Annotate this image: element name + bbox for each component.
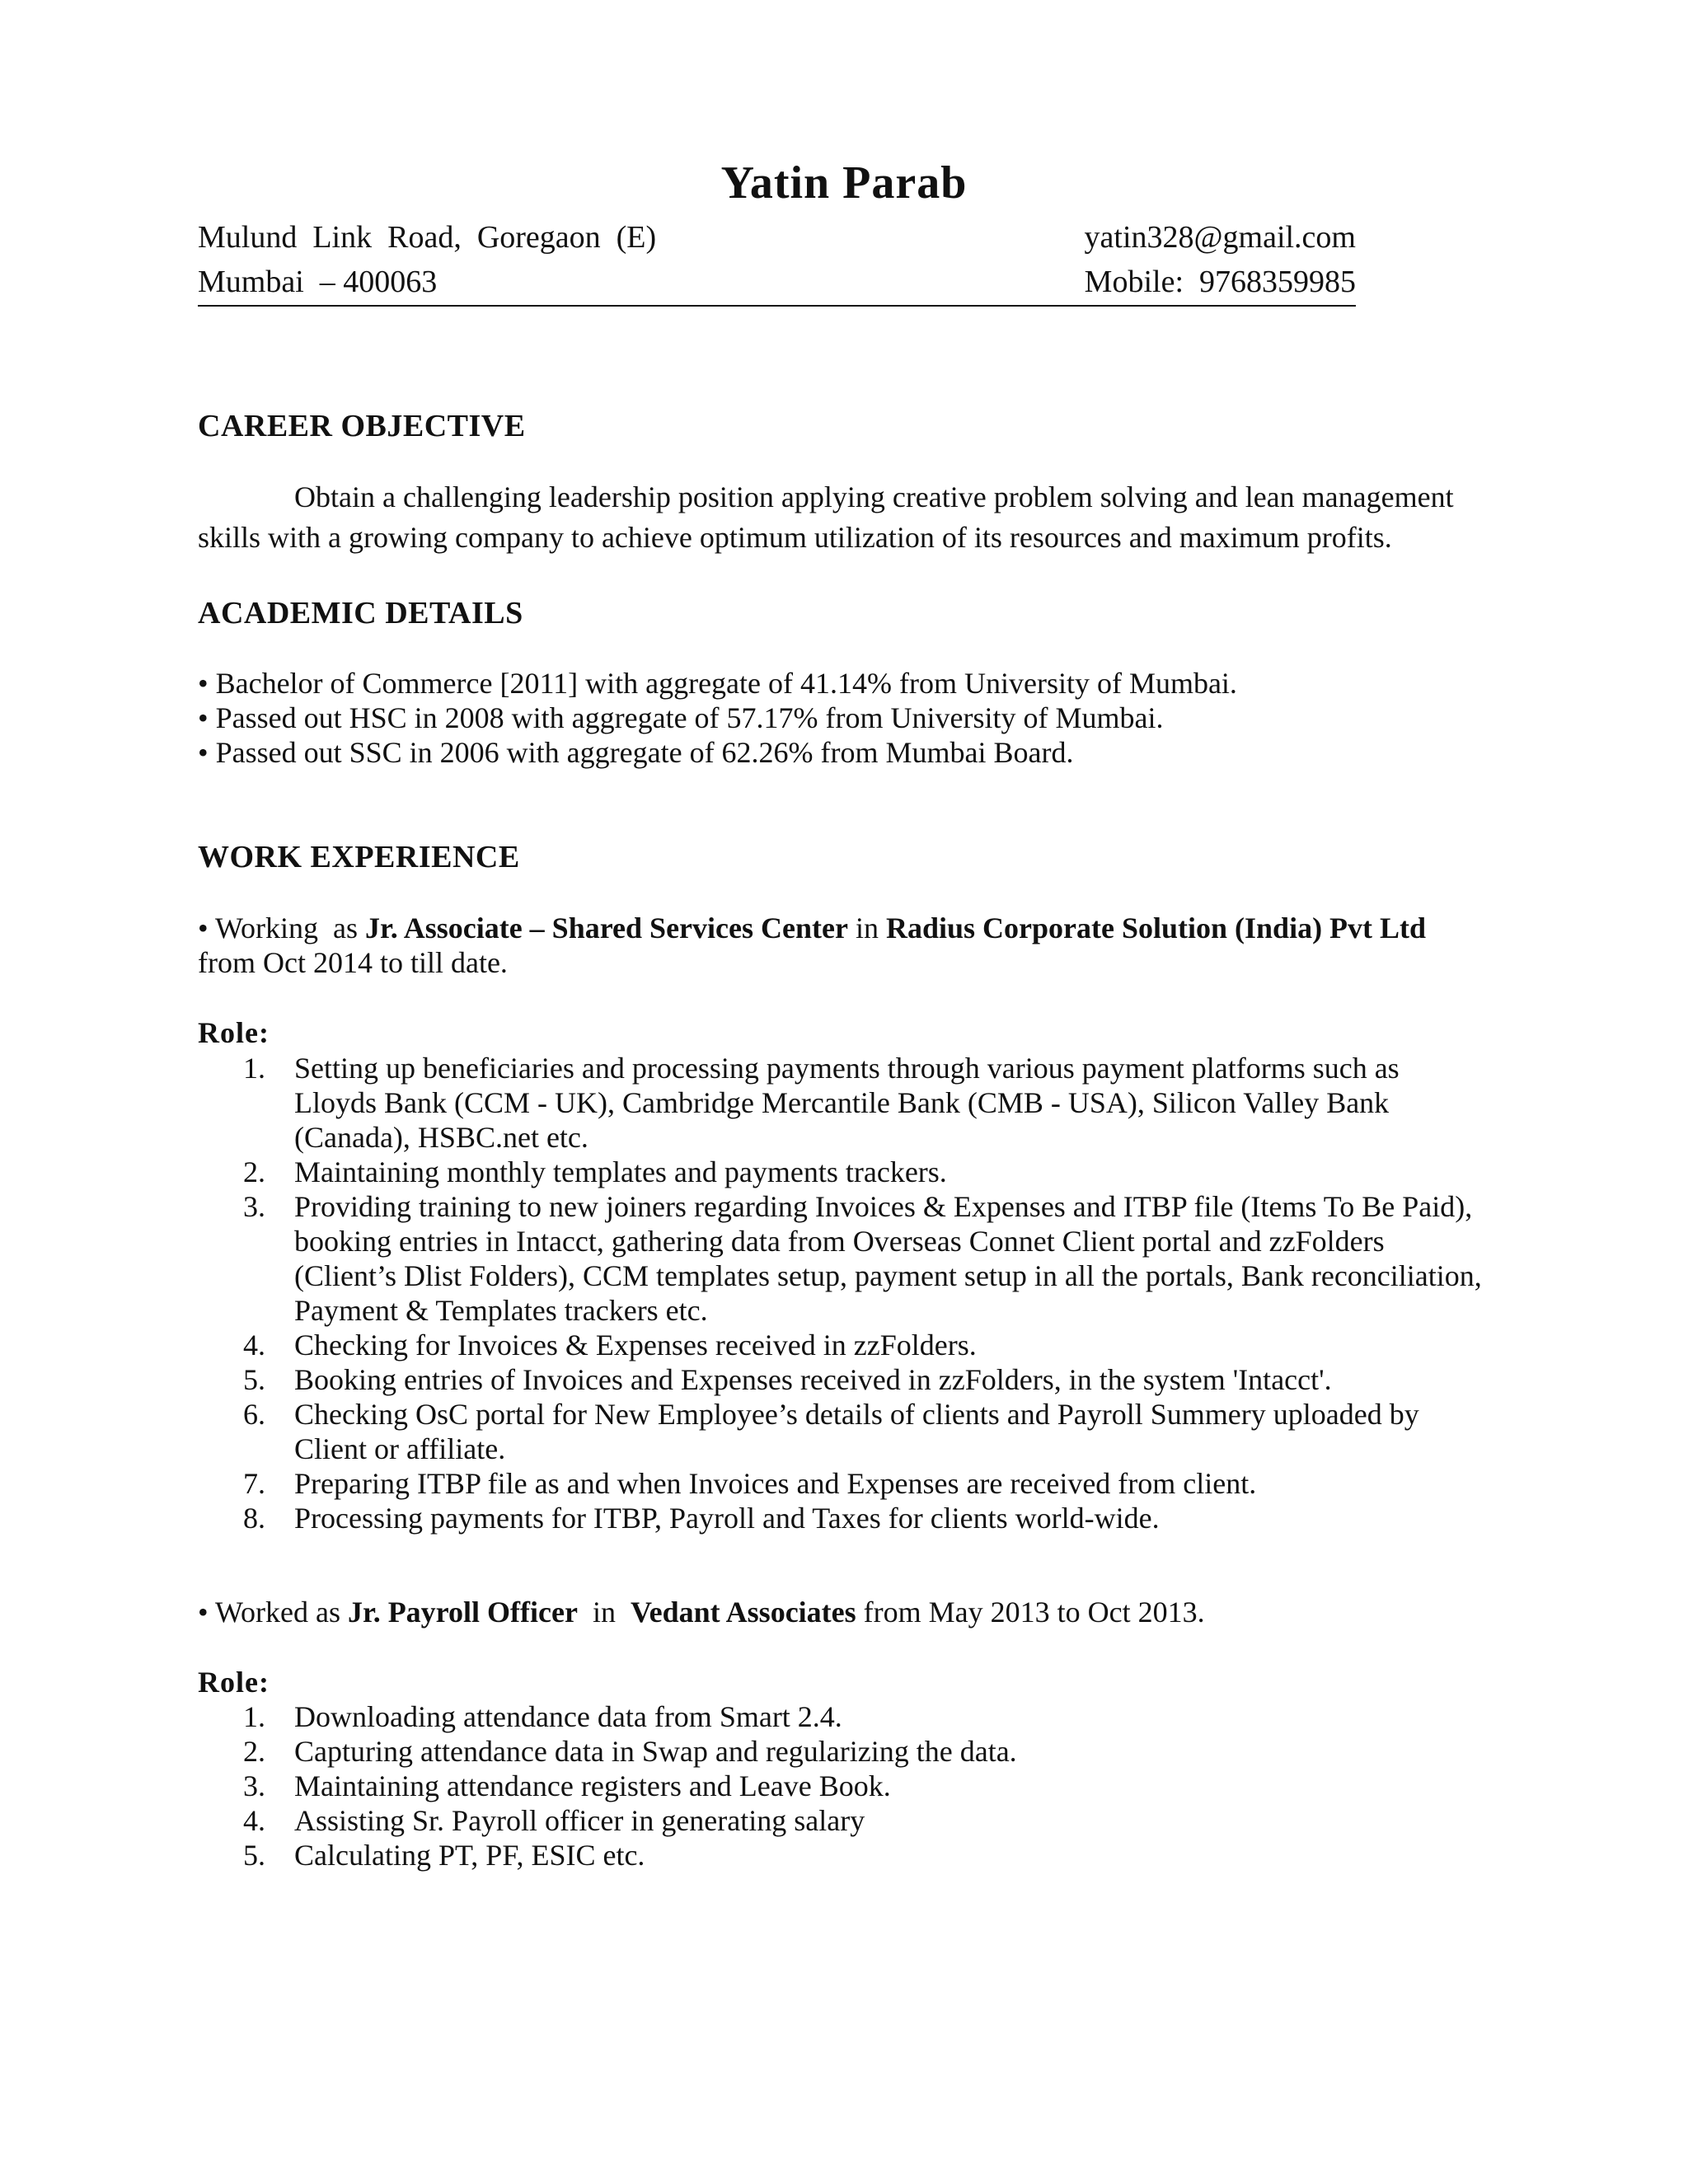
job-2-company: Vedant Associates [630,1596,856,1629]
item-number: 3. [243,1190,265,1223]
job-1-position: Jr. Associate – Shared Services Center [365,912,848,944]
job-2-summary [198,1595,1484,1629]
item-text: Providing training to new joiners regarding Invoices & Expenses and ITBP file (Items To Be Paid), booking entries in Intacct, gathering data from Overseas Connet Client portal and zzFolders (Client’s Dlist Folders), CCM templates setup, payment setup in all the portals, Bank reconciliation, Payment & Templates trackers etc. [294,1190,1482,1327]
job-2-roles [198,1699,1484,1872]
work-experience-heading: WORK EXPERIENCE [198,840,520,874]
item-text: Checking OsC portal for New Employee’s details of clients and Payroll Summery uploaded by Client or affiliate. [294,1398,1419,1465]
list-item [198,1189,1484,1328]
item-number: 1. [243,1052,265,1085]
career-objective-heading: CAREER OBJECTIVE [198,409,526,443]
list-item [198,1769,1484,1803]
job-1-role-label: Role: [198,1016,270,1049]
list-item [198,1397,1484,1466]
contact-block [198,216,1356,307]
item-number: 2. [243,1735,265,1768]
job-2-mid: in [577,1596,631,1629]
address-line-1: Mulund Link Road, Goregaon (E) [198,220,657,255]
item-number: 5. [243,1839,265,1872]
job-2-role-label: Role: [198,1666,270,1699]
item-number: 7. [243,1467,265,1500]
item-number: 4. [243,1329,265,1361]
item-number: 1. [243,1700,265,1733]
job-1-prefix: • Working as [198,912,366,944]
item-text: Maintaining attendance registers and Leave Book. [294,1769,891,1802]
list-item [198,1734,1484,1769]
item-number: 2. [243,1155,265,1188]
job-1-roles [198,1051,1484,1535]
item-text: Preparing ITBP file as and when Invoices and Expenses are received from client. [294,1467,1257,1500]
job-1-suffix: from Oct 2014 to till date. [198,946,508,979]
academic-heading: ACADEMIC DETAILS [198,596,523,630]
item-text: Booking entries of Invoices and Expenses received in zzFolders, in the system 'Intacct'. [294,1363,1332,1396]
item-number: 5. [243,1363,265,1396]
item-number: 4. [243,1804,265,1837]
item-number: 6. [243,1398,265,1431]
list-item: • Bachelor of Commerce [2011] with aggregate of 41.14% from University of Mumbai. [198,667,1237,700]
list-item [198,1362,1484,1397]
item-text: Capturing attendance data in Swap and regularizing the data. [294,1735,1017,1768]
list-item [198,1501,1484,1535]
item-text: Setting up beneficiaries and processing payments through various payment platforms such as Lloyds Bank (CCM - UK), Cambridge Mercantile Bank (CMB - USA), Silicon Valley Bank (Canada), HSBC.net etc. [294,1052,1400,1154]
item-text: Maintaining monthly templates and payments trackers. [294,1155,947,1188]
item-text: Downloading attendance data from Smart 2.4. [294,1700,842,1733]
contact-row-2 [198,260,1356,307]
item-number: 3. [243,1769,265,1802]
list-item [198,1699,1484,1734]
list-item [198,1466,1484,1501]
mobile-text: Mobile: 9768359985 [1084,265,1356,299]
job-2-suffix: from May 2013 to Oct 2013. [856,1596,1205,1629]
list-item: • Passed out HSC in 2008 with aggregate of 57.17% from University of Mumbai. [198,701,1164,734]
list-item [198,1838,1484,1872]
list-item [198,1051,1484,1155]
contact-row-1 [198,216,1356,260]
email-text: yatin328@gmail.com [1084,220,1356,255]
item-number: 8. [243,1502,265,1535]
list-item [198,1328,1484,1362]
job-2-position: Jr. Payroll Officer [348,1596,578,1629]
list-item [198,1803,1484,1838]
job-1-company: Radius Corporate Solution (India) Pvt Ltd [885,912,1427,944]
item-text: Processing payments for ITBP, Payroll and Taxes for clients world-wide. [294,1502,1160,1535]
job-1-summary [198,911,1484,980]
candidate-name: Yatin Parab [720,157,968,209]
academic-list [198,666,1484,770]
item-text: Checking for Invoices & Expenses received in zzFolders. [294,1329,977,1361]
address-line-2: Mumbai – 400063 [198,265,438,299]
list-item: • Passed out SSC in 2006 with aggregate of 62.26% from Mumbai Board. [198,736,1074,769]
item-text: Assisting Sr. Payroll officer in generating salary [294,1804,865,1837]
job-1-mid: in [847,912,886,944]
item-text: Calculating PT, PF, ESIC etc. [294,1839,645,1872]
list-item [198,1155,1484,1189]
job-2-prefix: • Worked as [198,1596,349,1629]
career-objective-text: Obtain a challenging leadership position applying creative problem solving and lean management skills with a growing company to achieve optimum utilization of its resources and maximum profits. [198,480,1454,554]
